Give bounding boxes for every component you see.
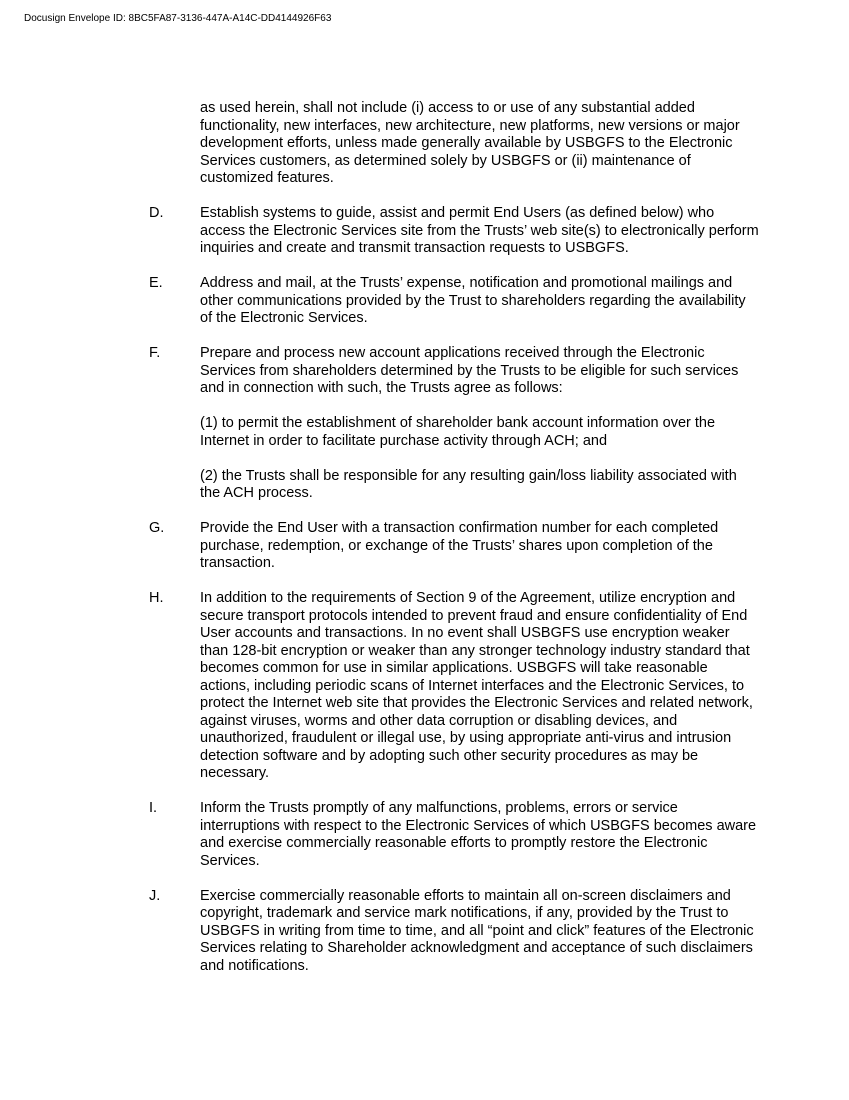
item-text: Inform the Trusts promptly of any malfunctions, problems, errors or service interruptions with respect to the Electronic Services of which USBGFS becomes aware and exercise commercially reasonable efforts to promptly restore the Electronic Services. bbox=[200, 800, 757, 869]
item-text: In addition to the requirements of Section 9 of the Agreement, utilize encryption and secure transport protocols intended to prevent fraud and ensure confidentiality of End User accounts and transactions. In no event shall USBGFS use encryption weaker than 128-bit encryption or weaker than any stronger technology industry standard that becomes common for use in similar applications. USBGFS will take reasonable actions, including periodic scans of Internet interfaces and the Electronic Services, to protect the Internet web site that provides the Electronic Services and related network, against viruses, worms and other data corruption or disabling devices, and unauthorized, fraudulent or illegal use, by using appropriate anti-virus and intrusion detection software and by adopting such other security procedures as may be necessary. bbox=[200, 590, 753, 781]
item-text: Provide the End User with a transaction confirmation number for each completed purchase, redemption, or exchange of the Trusts’ shares upon completion of the transaction. bbox=[200, 520, 719, 571]
list-item-f bbox=[149, 345, 759, 398]
item-text: Establish systems to guide, assist and permit End Users (as defined below) who access the Electronic Services site from the Trusts’ web site(s) to electronically perform inquiries and create and transmit transaction requests to USBGFS. bbox=[200, 205, 759, 256]
sub-item-2: (2) the Trusts shall be responsible for any resulting gain/loss liability associated with the ACH process. bbox=[200, 467, 737, 501]
list-item-e bbox=[149, 275, 759, 328]
item-letter: F. bbox=[149, 345, 161, 361]
item-text: Exercise commercially reasonable efforts to maintain all on-screen disclaimers and copyright, trademark and service mark notifications, if any, provided by the Trust to USBGFS in writing from time to time, and all “point and click” features of the Electronic Services relating to Shareholder acknowledgment and acceptance of such disclaimers and notifications. bbox=[200, 887, 754, 974]
list-item-j bbox=[149, 888, 759, 976]
document-body bbox=[149, 100, 759, 993]
item-letter: E. bbox=[149, 275, 163, 291]
list-item-g bbox=[149, 520, 759, 573]
item-text: Prepare and process new account applications received through the Electronic Services from shareholders determined by the Trusts to be eligible for such services and in connection with such, the Trusts agree as follows: bbox=[200, 345, 739, 396]
sub-item-1: (1) to permit the establishment of shareholder bank account information over the Internet in order to facilitate purchase activity through ACH; and bbox=[200, 415, 716, 449]
item-text: Address and mail, at the Trusts’ expense, notification and promotional mailings and other communications provided by the Trust to shareholders regarding the availability of the Electronic Services. bbox=[200, 275, 746, 326]
list-item-i bbox=[149, 800, 759, 870]
docusign-envelope-id: Docusign Envelope ID: 8BC5FA87-3136-447A-A14C-DD4144926F63 bbox=[24, 13, 332, 24]
item-letter: G. bbox=[149, 520, 165, 536]
list-item-d bbox=[149, 205, 759, 258]
list-item-h bbox=[149, 590, 759, 783]
item-letter: I. bbox=[149, 800, 158, 816]
item-letter: H. bbox=[149, 590, 164, 606]
continued-paragraph: as used herein, shall not include (i) access to or use of any substantial added functionality, new interfaces, new architecture, new platforms, new versions or major development efforts, unless made generally available by USBGFS to the Electronic Services customers, as determined solely by USBGFS or (ii) maintenance of customized features. bbox=[200, 100, 740, 186]
item-letter: J. bbox=[149, 887, 161, 904]
item-letter: D. bbox=[149, 205, 164, 221]
